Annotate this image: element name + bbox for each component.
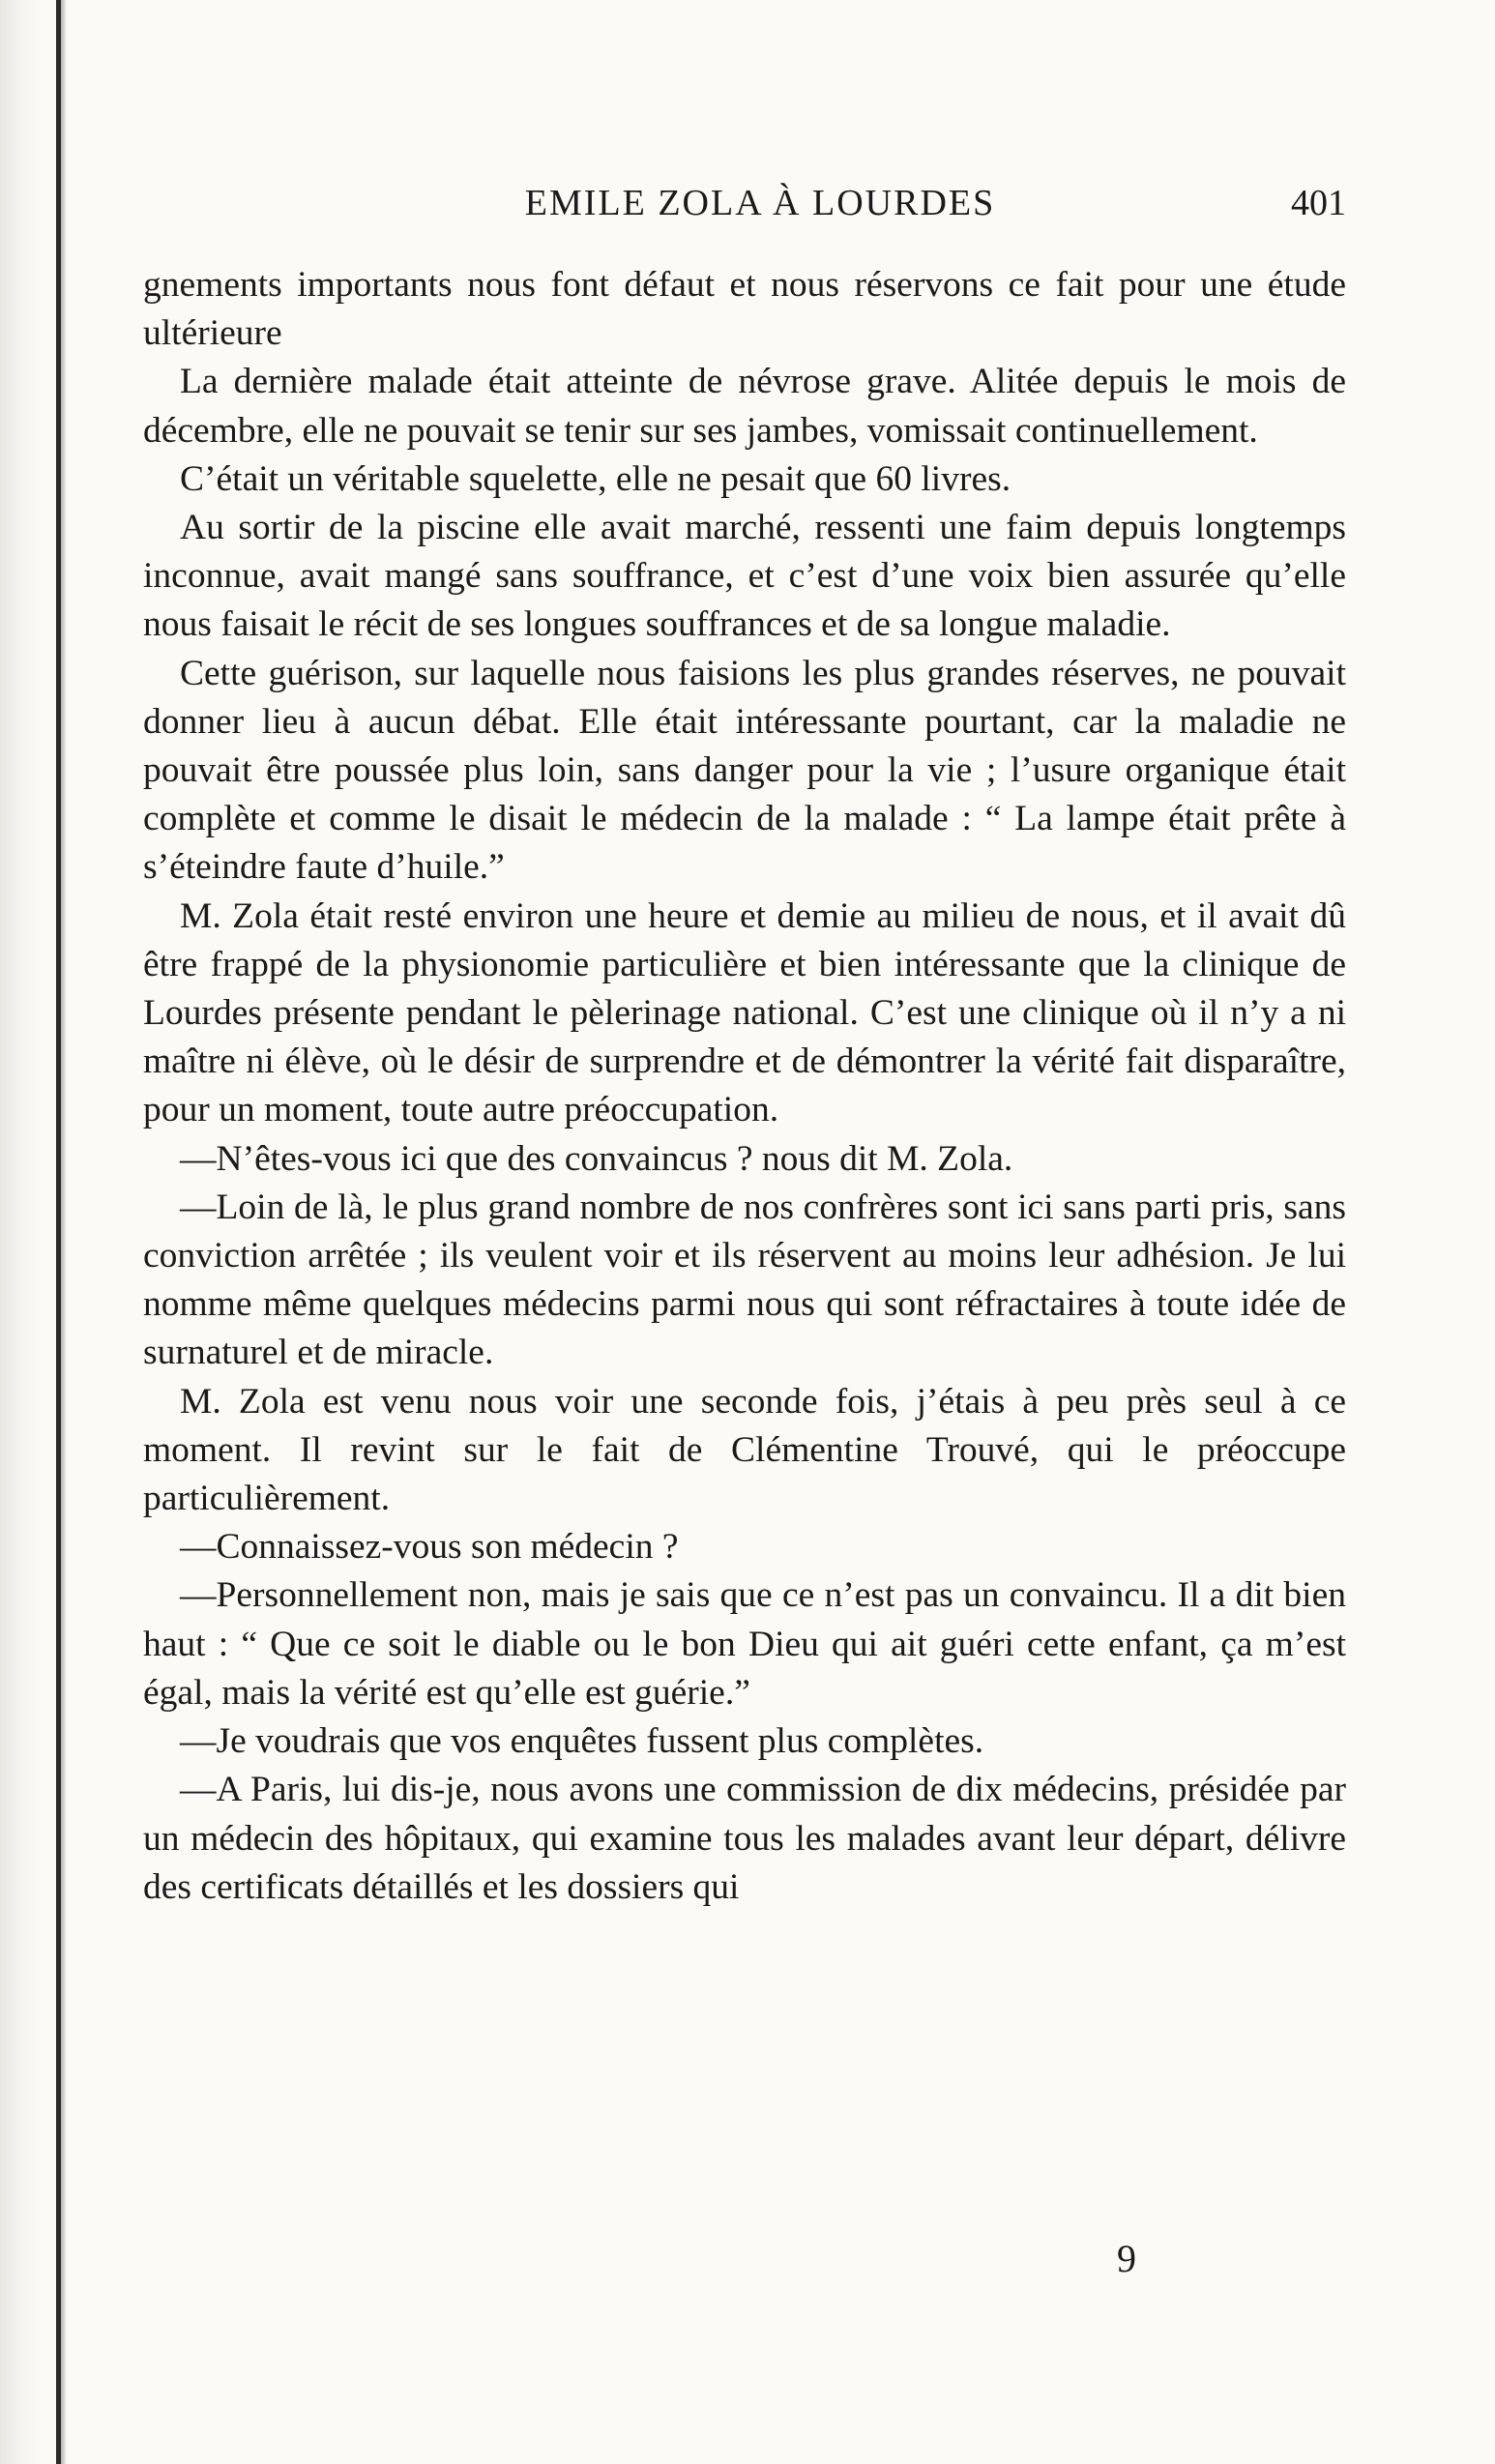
paragraph: gnements importants nous font défaut et nous réservons ce fait pour une étude ultérieure: [143, 265, 1346, 354]
paragraph: M. Zola était resté environ une heure et demie au milieu de nous, et il avait dû être frappé de la physionomie particulière et bien intéressante que la clinique de Lourdes présente pendant le pèlerinage national. C’est une clinique où il n’y a ni maître ni élève, où le désir de surprendre et de démontrer la vérité fait disparaître, pour un moment, toute autre préoccupation.: [143, 895, 1346, 1130]
paragraph: —N’êtes-vous ici que des convaincus ? nous dit M. Zola.: [180, 1138, 1013, 1179]
paragraph: —A Paris, lui dis-je, nous avons une commission de dix médecins, présidée par un médecin des hôpitaux, qui examine tous les malades avant leur départ, délivre des certificats détaillés et les dossiers qui: [143, 1770, 1346, 1907]
paragraph: C’était un véritable squelette, elle ne pesait que 60 livres.: [180, 458, 1011, 499]
spine-shadow: [61, 0, 67, 2464]
paragraph: Au sortir de la piscine elle avait marché, ressenti une faim depuis longtemps inconnue, avait mangé sans souffrance, et c’est d’une voix bien assurée qu’elle nous faisait le récit de ses longues souffrances et de sa longue maladie.: [143, 508, 1346, 645]
signature-mark: 9: [1117, 2237, 1136, 2280]
running-header: [174, 182, 1346, 240]
paragraph: —Je voudrais que vos enquêtes fussent plus complètes.: [180, 1721, 984, 1762]
paragraph: M. Zola est venu nous voir une seconde fois, j’étais à peu près seul à ce moment. Il revint sur le fait de Clémentine Trouvé, qui le préoccupe particulièrement.: [143, 1381, 1346, 1519]
page-number: 401: [1291, 183, 1346, 223]
body-text: [143, 261, 1346, 1912]
paragraph: —Connaissez-vous son médecin ?: [180, 1527, 679, 1568]
paragraph: —Loin de là, le plus grand nombre de nos confrères sont ici sans parti pris, sans conviction arrêtée ; ils veulent voir et ils réservent au moins leur adhésion. Je lui nomme même quelques médecins parmi nous qui sont réfractaires à toute idée de surnaturel et de miracle.: [143, 1187, 1346, 1373]
paragraph: La dernière malade était atteinte de névrose grave. Alitée depuis le mois de décembre, elle ne pouvait se tenir sur ses jambes, vomissait continuellement.: [143, 362, 1346, 451]
paragraph: —Personnellement non, mais je sais que ce n’est pas un convaincu. Il a dit bien haut : “ Que ce soit le diable ou le bon Dieu qui ait guéri cette enfant, ça m’est égal, mais la vérité est qu’elle est guérie.”: [143, 1575, 1346, 1713]
paragraph: Cette guérison, sur laquelle nous faisions les plus grandes réserves, ne pouvait donner lieu à aucun débat. Elle était intéressante pourtant, car la maladie ne pouvait être poussée plus loin, sans danger pour la vie ; l’usure organique était complète et comme le disait le médecin de la malade : “ La lampe était prête à s’éteindre faute d’huile.”: [143, 653, 1346, 888]
running-title: EMILE ZOLA À LOURDES: [524, 183, 996, 223]
